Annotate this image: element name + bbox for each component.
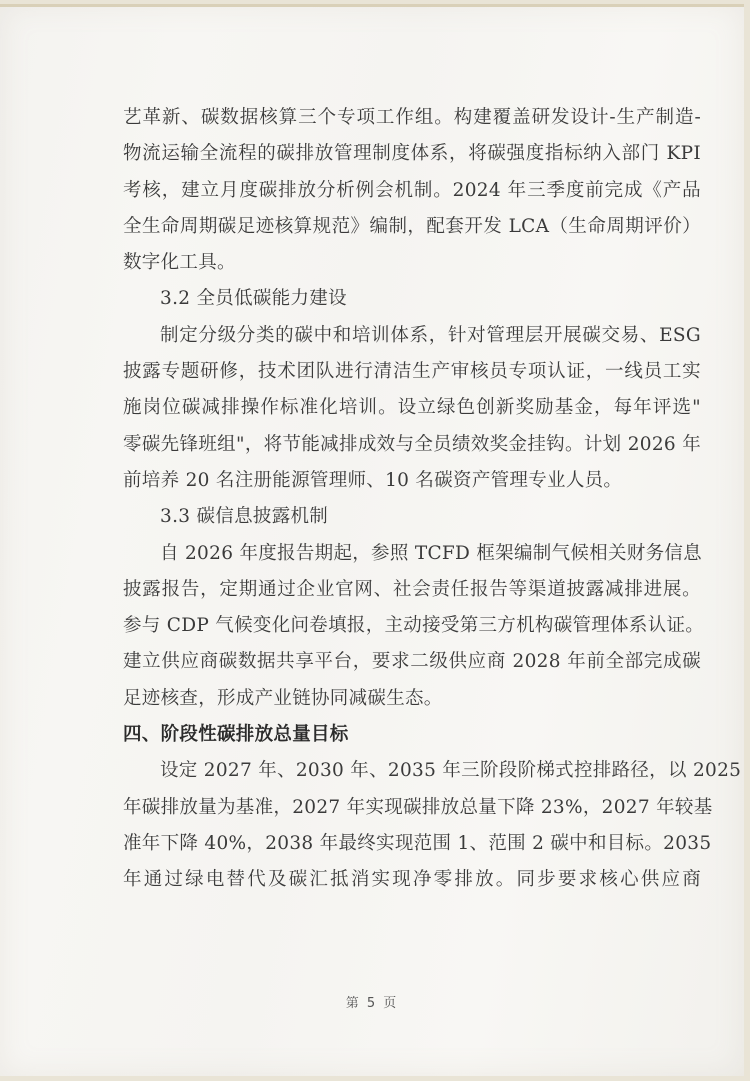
text-line: 艺革新、碳数据核算三个专项工作组。构建覆盖研发设计-生产制造- [123,107,701,128]
text-line: 全生命周期碳足迹核算规范》编制，配套开发 LCA（生命周期评价） [123,215,701,237]
text-line: 零碳先锋班组"，将节能减排成效与全员绩效奖金挂钩。计划 2026 年 [123,433,701,455]
text-line: 披露报告，定期通过企业官网、社会责任报告等渠道披露减排进展。 [123,578,701,600]
section-heading-3-3: 3.3 碳信息披露机制 [160,506,329,528]
paragraph-3-2 [123,318,701,499]
text-line: 物流运输全流程的碳排放管理制度体系，将碳强度指标纳入部门 KPI [123,143,701,165]
text-line: 前培养 20 名注册能源管理师、10 名碳资产管理专业人员。 [123,469,623,491]
text-line: 披露专题研修，技术团队进行清洁生产审核员专项认证，一线员工实 [123,361,701,383]
paragraph-continued [123,100,701,281]
text-line: 准年下降 40%，2038 年最终实现范围 1、范围 2 碳中和目标。2035 [123,832,712,854]
text-line: 考核，建立月度碳排放分析例会机制。2024 年三季度前完成《产品 [123,179,701,201]
text-line: 自 2026 年度报告期起，参照 TCFD 框架编制气候相关财务信息 [160,542,702,564]
text-line: 设定 2027 年、2030 年、2035 年三阶段阶梯式控排路径，以 2025 [160,760,742,782]
document-body [123,100,742,899]
document-page [0,4,744,1076]
text-line: 制定分级分类的碳中和培训体系，针对管理层开展碳交易、ESG [160,324,701,346]
section-heading-3-2: 3.2 全员低碳能力建设 [160,288,347,310]
page-number: 第 5 页 [345,996,399,1011]
paragraph-3-3 [123,536,705,717]
text-line: 建立供应商碳数据共享平台，要求二级供应商 2028 年前全部完成碳 [123,651,701,673]
text-line: 足迹核查，形成产业链协同减碳生态。 [123,687,443,709]
text-line: 数字化工具。 [123,252,236,274]
chapter-heading-4: 四、阶段性碳排放总量目标 [123,724,349,746]
text-line: 施岗位碳减排操作标准化培训。设立绿色创新奖励基金，每年评选" [123,397,701,419]
text-line: 年通过绿电替代及碳汇抵消实现净零排放。同步要求核心供应商 [123,869,701,891]
text-line: 年碳排放量为基准，2027 年实现碳排放总量下降 23%，2027 年较基 [123,796,713,818]
paragraph-4 [123,753,742,898]
text-line: 参与 CDP 气候变化问卷填报，主动接受第三方机构碳管理体系认证。 [123,615,705,637]
